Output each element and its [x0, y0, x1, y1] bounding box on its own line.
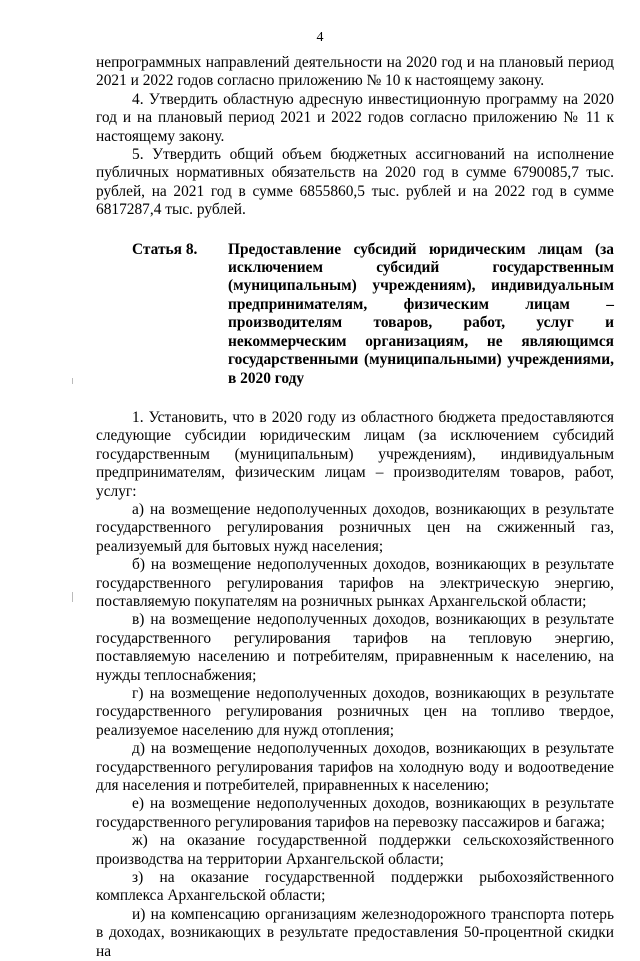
paragraph: 5. Утвердить общий объем бюджетных ассигнований на исполнение публичных нормативных обязательств на 2020 год в сумме 6790085,7 тыс. рублей, на 2021 год в сумме 6855860,5 тыс. рублей и на 2022 год в сумме 6817287,4 тыс. рублей. [96, 146, 614, 219]
margin-mark [72, 592, 73, 602]
list-item: д) на возмещение недополученных доходов, возникающих в результате государственного регулирования тарифов на холодную воду и водоотведение для населения и потребителей, приравненных к населению; [96, 740, 614, 795]
paragraph: непрограммных направлений деятельности на 2020 год и на плановый период 2021 и 2022 годов согласно приложению № 10 к настоящему закону. [96, 54, 614, 90]
list-item: в) на возмещение недополученных доходов, возникающих в результате государственного регулирования тарифов на тепловую энергию, поставляемую населению и потребителям, приравненным к населению, на нужды теплоснабжения; [96, 611, 614, 684]
article-heading [96, 241, 614, 388]
list-item: е) на возмещение недополученных доходов, возникающих в результате государственного регулирования тарифов на перевозку пассажиров и багажа; [96, 795, 614, 831]
paragraph: 1. Установить, что в 2020 году из областного бюджета предоставляются следующие субсидии юридическим лицам (за исключением субсидий государственным (муниципальным) учреждениям), индивидуальным предпринимателям, физическим лицам – производителям товаров, работ, услуг: [96, 408, 614, 500]
list-item: а) на возмещение недополученных доходов, возникающих в результате государственного регулирования розничных цен на сжиженный газ, реализуемый для бытовых нужд населения; [96, 500, 614, 555]
document-body [96, 54, 614, 961]
article-title: Предоставление субсидий юридическим лицам (за исключением субсидий государственным (муниципальным) учреждениям), индивидуальным предпринимателям, физическим лицам – производителям товаров, работ, услуг и некоммерческим организациям, не являющимся государственными (муниципальными) учреждениями, в 2020 году [228, 240, 614, 387]
margin-mark [72, 378, 73, 384]
paragraph: 4. Утвердить областную адресную инвестиционную программу на 2020 год и на плановый период 2021 и 2022 годов согласно приложению № 11 к настоящему закону. [96, 90, 614, 145]
list-item: г) на возмещение недополученных доходов, возникающих в результате государственного регулирования розничных цен на топливо твердое, реализуемое населению для нужд отопления; [96, 685, 614, 739]
list-item: з) на оказание государственной поддержки рыбохозяйственного комплекса Архангельской области; [96, 869, 614, 905]
list-item: б) на возмещение недополученных доходов, возникающих в результате государственного регулирования тарифов на электрическую энергию, поставляемую покупателям на розничных рынках Архангельской области; [96, 556, 614, 610]
article-label: Статья 8. [132, 240, 198, 258]
page-number: 4 [316, 30, 324, 45]
list-item: ж) на оказание государственной поддержки сельскохозяйственного производства на территории Архангельской области; [96, 832, 614, 868]
list-item: и) на компенсацию организациям железнодорожного транспорта потерь в доходах, возникающих в результате предоставления 50-процентной скидки на [96, 905, 614, 960]
